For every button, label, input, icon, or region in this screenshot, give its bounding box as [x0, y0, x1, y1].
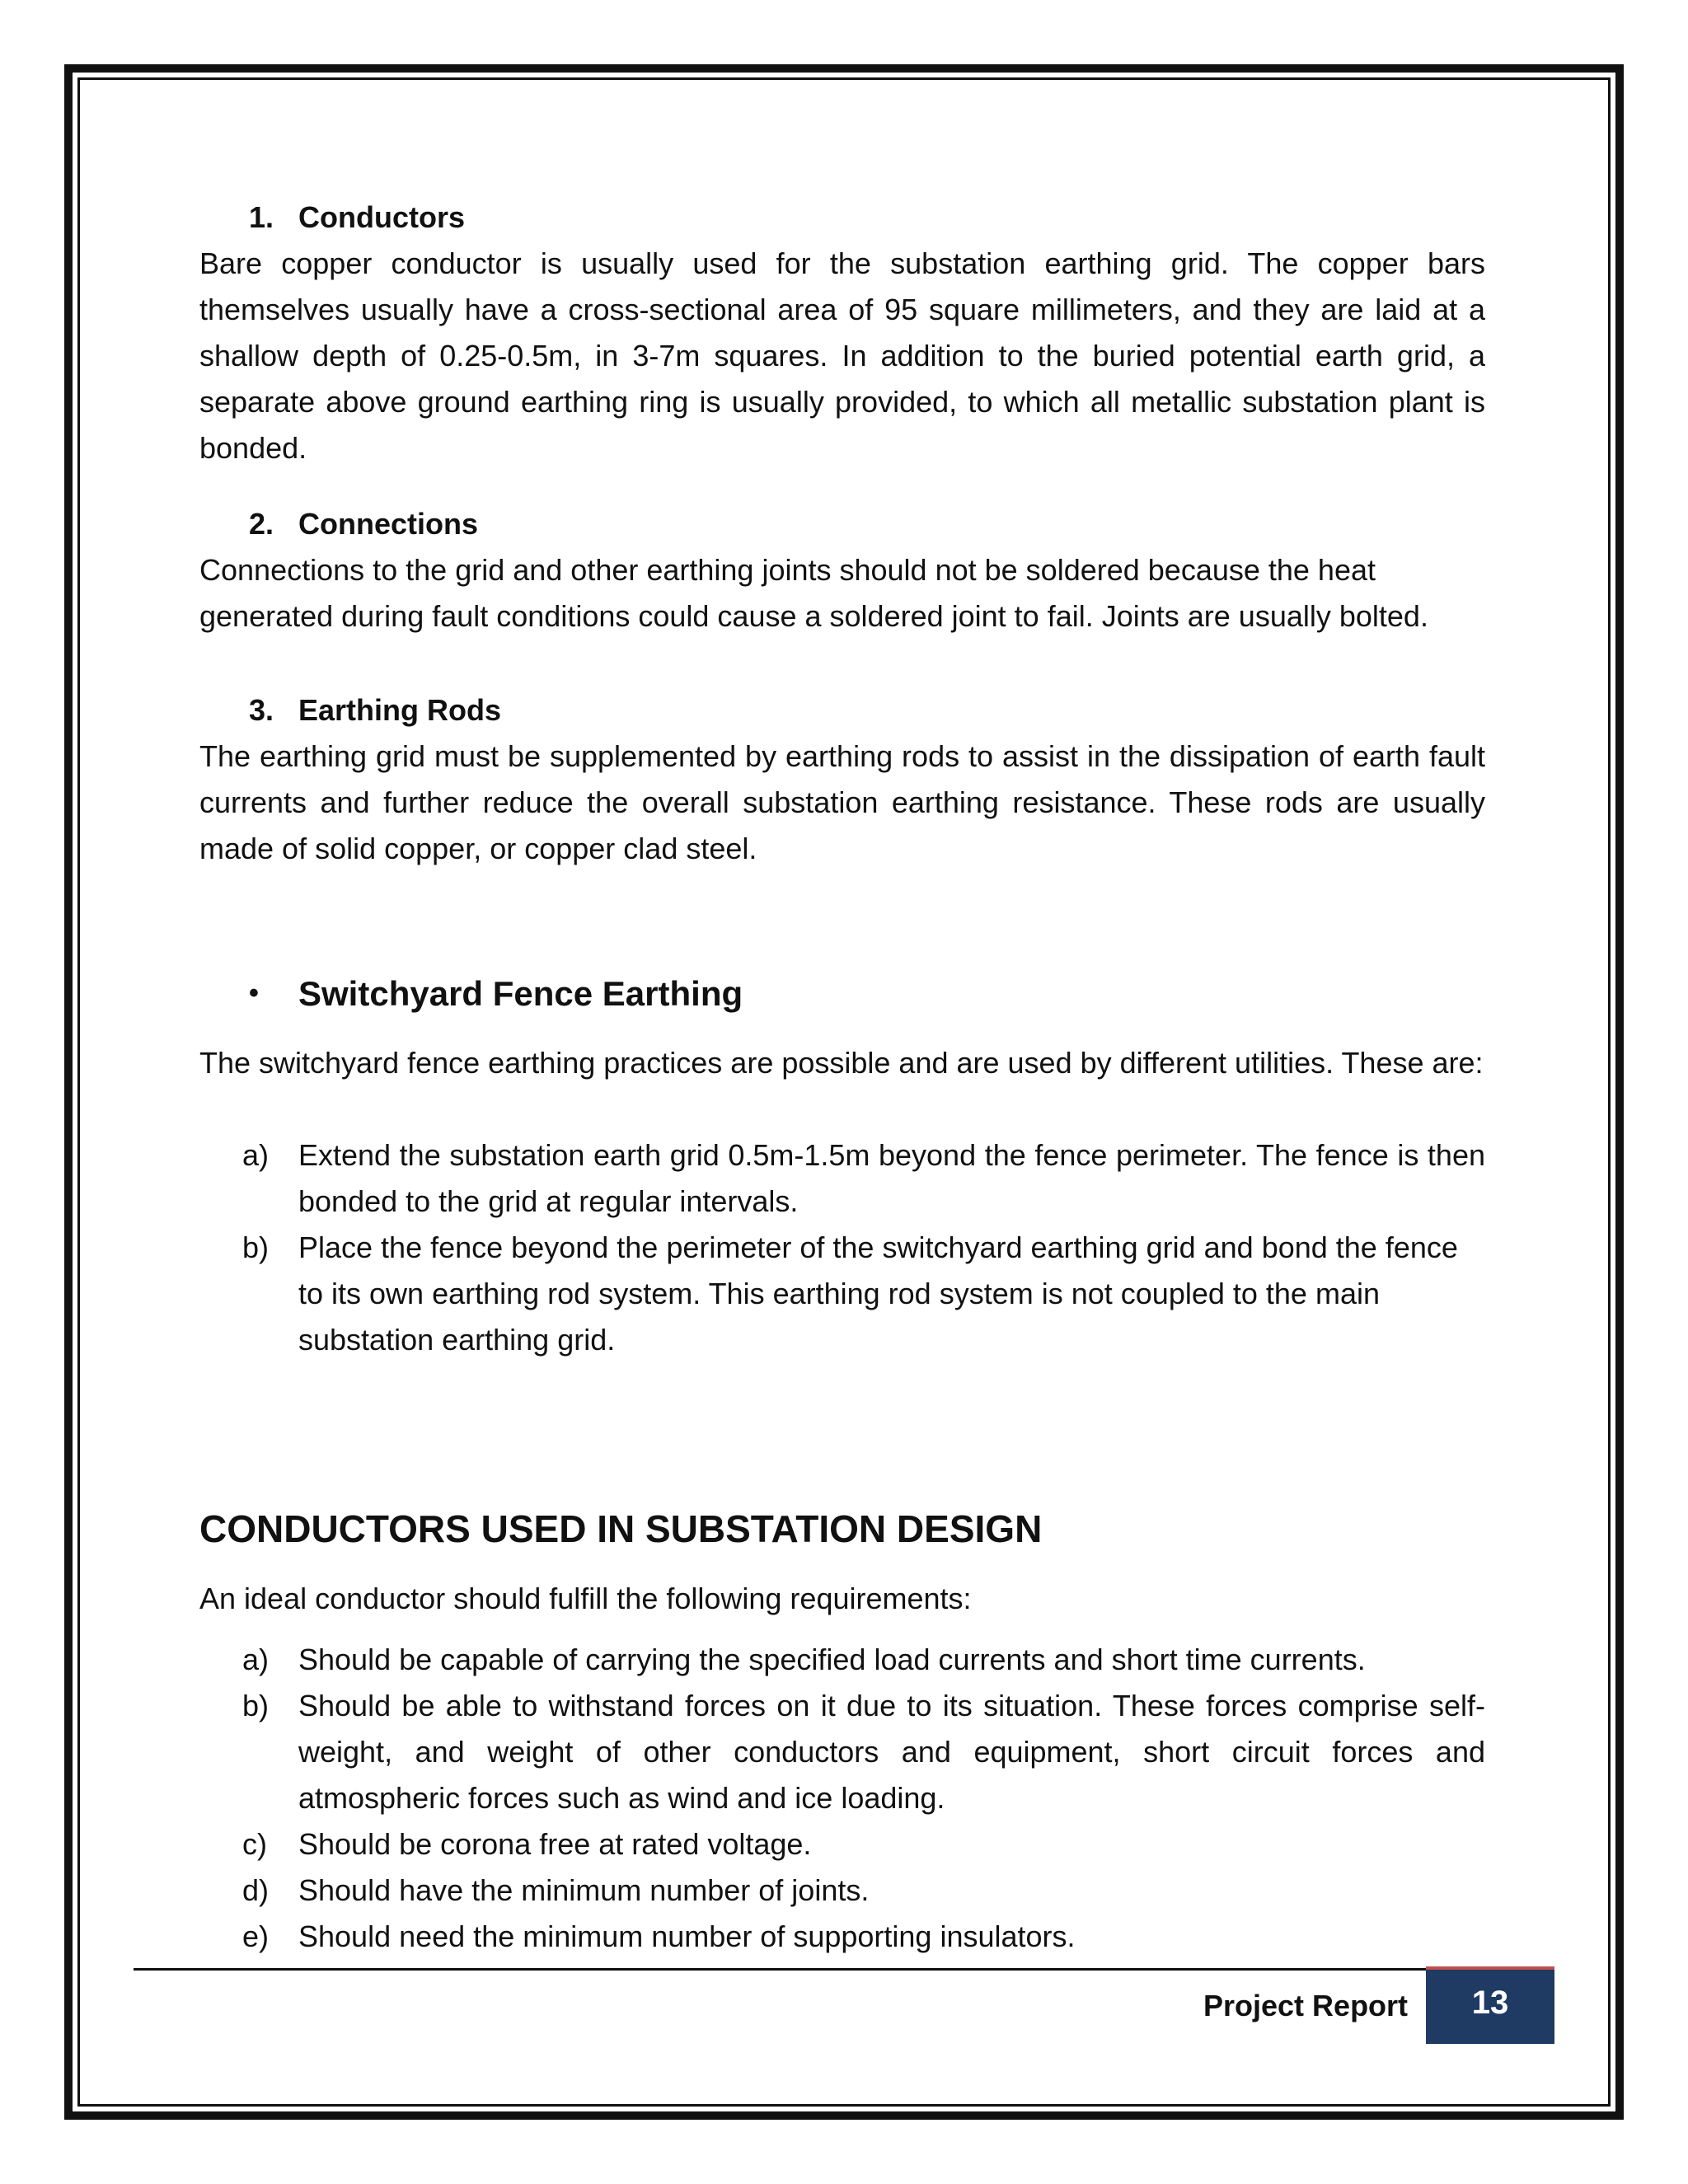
- section-body-conductors: Bare copper conductor is usually used for the substation earthing grid. The copper bars themselves usually have a cross-sectional area of 95 square millimeters, and they are laid at a shallow depth of 0.25-0.5m, in 3-7m squares. In addition to the buried potential earth grid, a separate above ground earthing ring is usually provided, to which all metallic substation plant is bonded.: [199, 246, 1485, 465]
- section-body-earthing-rods: The earthing grid must be supplemented by earthing rods to assist in the dissipation of earth fault currents and further reduce the overall substation earthing resistance. These rods are usually made of solid copper, or copper clad steel.: [199, 739, 1485, 865]
- footer-rule: [134, 1968, 1428, 1971]
- page-number-badge: [1426, 1966, 1554, 2044]
- list-item-text: Should need the minimum number of supporting insulators.: [298, 1919, 1076, 1953]
- list-item: [199, 1821, 1485, 1868]
- list-item: [199, 1914, 1485, 1960]
- list-item: [199, 1132, 1485, 1225]
- section-title: Conductors: [298, 200, 465, 234]
- list-marker: b): [242, 1689, 270, 1722]
- fence-intro: The switchyard fence earthing practices are possible and are used by different utilities. These are:: [199, 1046, 1484, 1080]
- bullet-icon: •: [249, 977, 259, 1009]
- page-number: 13: [1471, 1985, 1509, 2021]
- list-marker: d): [242, 1873, 270, 1907]
- section-heading-earthing-rods: [249, 694, 501, 727]
- fence-heading-text: Switchyard Fence Earthing: [298, 974, 743, 1013]
- section-heading-conductors: [249, 201, 465, 234]
- list-item: [199, 1225, 1485, 1363]
- section-title: Connections: [298, 507, 479, 541]
- list-item-text: Place the fence beyond the perimeter of the switchyard earthing grid and bond the fence to its own earthing rod system. This earthing rod system is not coupled to the main substation earthing grid.: [298, 1230, 1458, 1357]
- section-title: Earthing Rods: [298, 693, 502, 727]
- section-number: 1.: [249, 200, 274, 234]
- conductors-design-heading: CONDUCTORS USED IN SUBSTATION DESIGN: [199, 1507, 1043, 1550]
- list-item-text: Extend the substation earth grid 0.5m-1.5m beyond the fence perimeter. The fence is then bonded to the grid at regular intervals.: [298, 1138, 1485, 1218]
- list-item: [199, 1683, 1485, 1821]
- list-item-text: Should be able to withstand forces on it due to its situation. These forces comprise self-weight, and weight of other conductors and equipment, short circuit forces and atmospheric forces such as wind and ice loading.: [298, 1689, 1485, 1815]
- list-marker: a): [242, 1138, 270, 1172]
- section-body-connections: Connections to the grid and other earthing joints should not be soldered because the heat generated during fault conditions could cause a soldered joint to fail. Joints are usually bolted.: [199, 553, 1428, 633]
- section-number: 2.: [249, 507, 274, 541]
- list-item-text: Should be corona free at rated voltage.: [298, 1827, 812, 1861]
- list-item-text: Should be capable of carrying the specified load currents and short time currents.: [298, 1643, 1366, 1676]
- fence-list: [199, 1132, 1485, 1363]
- list-marker: b): [242, 1230, 270, 1264]
- list-item-text: Should have the minimum number of joints.: [298, 1873, 870, 1907]
- list-marker: e): [242, 1919, 270, 1953]
- fence-heading: [249, 972, 743, 1015]
- footer-label: Project Report: [1203, 1989, 1409, 2022]
- list-item: [199, 1637, 1485, 1683]
- list-marker: a): [242, 1643, 270, 1676]
- conductors-design-intro: An ideal conductor should fulfill the following requirements:: [199, 1582, 972, 1615]
- conductors-design-list: [199, 1637, 1485, 1960]
- section-number: 3.: [249, 693, 274, 727]
- list-marker: c): [242, 1827, 267, 1861]
- list-item: [199, 1868, 1485, 1914]
- section-heading-connections: [249, 508, 478, 541]
